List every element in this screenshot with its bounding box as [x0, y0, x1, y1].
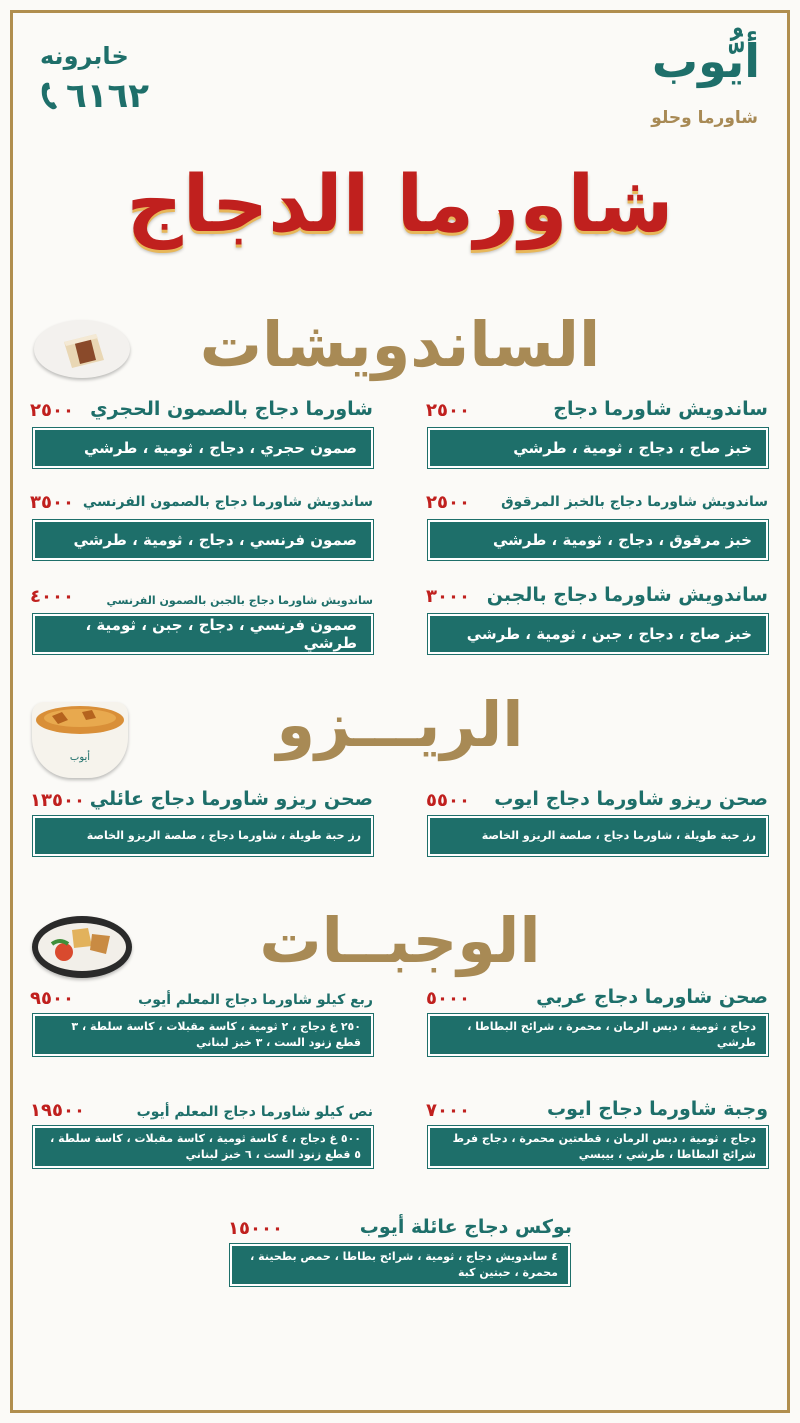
item-name: ساندويش شاورما دجاج	[553, 398, 768, 420]
item-price: ١٥٠٠٠	[228, 1218, 283, 1239]
item-price: ٧٠٠٠	[426, 1100, 470, 1121]
item-name: ربع كيلو شاورما دجاج المعلم أيوب	[138, 992, 373, 1008]
item-price: ٣٥٠٠	[30, 492, 74, 513]
delivery-label: خابرونه	[40, 42, 129, 70]
item-price: ١٩٥٠٠	[30, 1100, 85, 1121]
brand-tagline: شاورما وحلو	[651, 108, 758, 128]
item-name: صحن ريزو شاورما دجاج ايوب	[494, 788, 768, 810]
item-description: ٢٥٠ غ دجاج ، ٢ ثومية ، كاسة مقبلات ، كاسة سلطة ، ٣ قطع زنود الست ، ٣ خبز لبناني	[33, 1014, 373, 1056]
phone-icon	[40, 81, 60, 111]
item-price: ٤٠٠٠	[30, 586, 74, 607]
item-description: خبز صاج ، دجاج ، جبن ، ثومية ، طرشي	[428, 614, 768, 654]
page-title: شاورما الدجاج	[126, 160, 674, 250]
item-name: شاورما دجاج بالصمون الحجري	[90, 398, 373, 420]
item-name: صحن ريزو شاورما دجاج عائلي	[89, 788, 373, 810]
item-description: صمون فرنسي ، دجاج ، ثومية ، طرشي	[33, 520, 373, 560]
item-name: ساندويش شاورما دجاج بالصمون الفرنسي	[82, 494, 373, 510]
item-description: دجاج ، ثومية ، دبس الرمان ، محمرة ، شرائح البطاطا ، طرشي	[428, 1014, 768, 1056]
item-name: ساندويش شاورما دجاج بالجبن	[486, 584, 768, 606]
item-price: ٣٠٠٠	[426, 586, 470, 607]
item-price: ٢٥٠٠	[426, 492, 470, 513]
item-price: ١٣٥٠٠	[30, 790, 85, 811]
item-price: ٢٥٠٠	[426, 400, 470, 421]
section-title-rizo: الريـــزو	[276, 688, 524, 761]
item-name: ساندويش شاورما دجاج بالجبن بالصمون الفرنسي	[106, 594, 373, 607]
item-description: دجاج ، ثومية ، دبس الرمان ، قطعتين محمرة ، دجاج فرط شرائح البطاطا ، طرشي ، بيبسي	[428, 1126, 768, 1168]
item-description: صمون فرنسي ، دجاج ، جبن ، ثومية ، طرشي	[33, 614, 373, 654]
item-name: وجبة شاورما دجاج ايوب	[546, 1098, 768, 1120]
section-title-meals: الوجبــات	[259, 904, 541, 977]
item-description: ٥٠٠ غ دجاج ، ٤ كاسة ثومية ، كاسة مقبلات ، كاسة سلطة ، ٥ قطع زنود الست ، ٦ خبز لبناني	[33, 1126, 373, 1168]
delivery-number: ٦١٦٢	[66, 76, 150, 116]
item-description: خبز مرقوق ، دجاج ، ثومية ، طرشي	[428, 520, 768, 560]
item-description: ٤ ساندويش دجاج ، ثومية ، شرائح بطاطا ، حمص بطحينة ، محمرة ، حبتين كبة	[230, 1244, 570, 1286]
section-title-sandwiches: الساندويشات	[199, 308, 601, 381]
item-price: ٢٥٠٠	[30, 400, 74, 421]
delivery-phone[interactable]	[40, 76, 149, 116]
item-name: بوكس دجاج عائلة أيوب	[359, 1216, 572, 1238]
item-name: صحن شاورما دجاج عربي	[536, 986, 768, 1008]
item-description: رز حبة طويلة ، شاورما دجاج ، صلصة الريزو الخاصة	[33, 816, 373, 856]
item-price: ٥٠٠٠	[426, 988, 470, 1009]
item-price: ٩٥٠٠	[30, 988, 74, 1009]
item-description: خبز صاج ، دجاج ، ثومية ، طرشي	[428, 428, 768, 468]
item-price: ٥٥٠٠	[426, 790, 470, 811]
brand-logo: أيُّوب	[651, 34, 760, 88]
item-name: ساندويش شاورما دجاج بالخبز المرقوق	[501, 494, 768, 510]
item-description: رز حبة طويلة ، شاورما دجاج ، صلصة الريزو الخاصة	[428, 816, 768, 856]
svg-text:أيوب: أيوب	[69, 752, 91, 763]
item-description: صمون حجري ، دجاج ، ثومية ، طرشي	[33, 428, 373, 468]
item-name: نص كيلو شاورما دجاج المعلم أيوب	[136, 1104, 373, 1120]
